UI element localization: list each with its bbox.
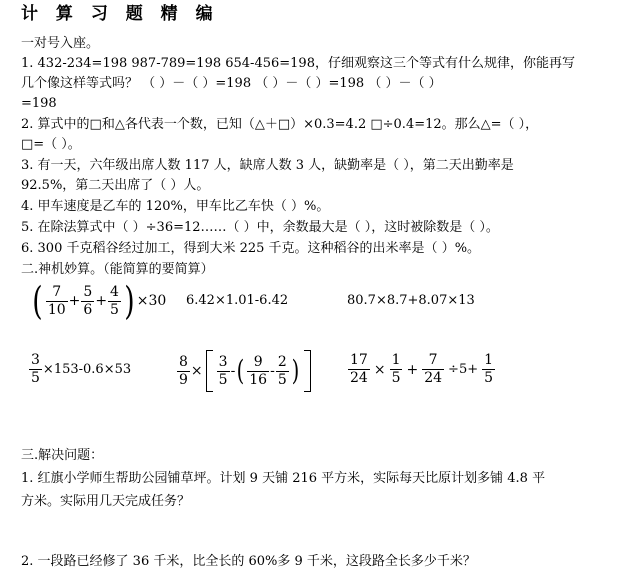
operator: × bbox=[190, 363, 203, 379]
q2-line-2: □=（ ）。 bbox=[21, 137, 81, 152]
problem-1-line-1: 1. 红旗小学师生帮助公园铺草坪。计划 9 天铺 216 平方米，实际每天比原计划多铺 4.8 平 bbox=[21, 471, 546, 486]
expression-5 bbox=[176, 350, 314, 392]
denominator: 24 bbox=[424, 370, 443, 386]
denominator: 10 bbox=[47, 301, 66, 318]
q3-line-1: 3. 有一天，六年级出席人数 117 人，缺席人数 3 人，缺勤率是（ ），第二天出勤率是 bbox=[21, 158, 514, 173]
fraction bbox=[29, 352, 42, 387]
left-bracket bbox=[206, 350, 213, 392]
operator: + bbox=[68, 293, 81, 309]
numerator: 9 bbox=[253, 353, 263, 370]
operator: - bbox=[230, 363, 236, 379]
denominator: 5 bbox=[277, 371, 287, 388]
section-1-heading: 一对号入座。 bbox=[21, 36, 100, 51]
expression-2: 6.42×1.01-6.42 bbox=[186, 293, 289, 308]
fraction bbox=[108, 284, 121, 319]
fraction bbox=[217, 354, 230, 389]
left-paren: ( bbox=[32, 279, 43, 323]
fraction bbox=[348, 352, 370, 387]
q1-line-3: =198 bbox=[21, 96, 57, 111]
problem-1-line-2: 方米。实际用几天完成任务？ bbox=[21, 494, 191, 509]
denominator: 5 bbox=[110, 301, 119, 318]
right-bracket bbox=[304, 350, 311, 392]
expression-tail: ×153-0.6×53 bbox=[42, 362, 132, 377]
expression-6 bbox=[347, 352, 496, 387]
numerator: 1 bbox=[484, 352, 494, 368]
numerator: 4 bbox=[110, 283, 119, 300]
numerator: 7 bbox=[52, 283, 62, 300]
denominator: 5 bbox=[391, 370, 401, 386]
section-2-heading: 二.神机妙算。（能简算的要简算） bbox=[21, 262, 214, 277]
page-title: 计 算 习 题 精 编 bbox=[21, 4, 219, 24]
expression-4 bbox=[28, 352, 131, 387]
right-paren: ) bbox=[124, 279, 135, 323]
problem-2-line: 2. 一段路已经修了 36 千米，比全长的 60%多 9 千米，这段路全长多少千米？ bbox=[21, 554, 476, 569]
operator: × bbox=[373, 361, 386, 378]
operator: - bbox=[270, 363, 275, 379]
q1-line-2: 几个像这样等式吗？ （ ）－（ ）=198 （ ）－（ ）=198 （ ）－（ ） bbox=[21, 76, 442, 91]
numerator: 2 bbox=[277, 353, 287, 370]
denominator: 5 bbox=[484, 370, 494, 386]
denominator: 5 bbox=[31, 370, 40, 386]
fraction bbox=[46, 284, 68, 319]
q5-line: 5. 在除法算式中（ ）÷36=12……（ ）中，余数最大是（ ），这时被除数是（ ）。 bbox=[21, 220, 499, 235]
fraction bbox=[276, 354, 289, 389]
numerator: 5 bbox=[83, 283, 93, 300]
q3-line-2: 92.5%，第二天出席了（ ）人。 bbox=[21, 178, 210, 193]
numerator: 3 bbox=[31, 352, 40, 368]
left-paren: ( bbox=[236, 354, 245, 387]
denominator: 16 bbox=[249, 371, 268, 388]
q2-line-1: 2. 算式中的□和△各代表一个数，已知（△＋□）×0.3=4.2 □÷0.4=12。那么△=（ ）， bbox=[21, 117, 539, 132]
fraction bbox=[247, 354, 269, 389]
numerator: 7 bbox=[428, 352, 438, 368]
operator: ÷5+ bbox=[448, 362, 479, 377]
fraction bbox=[177, 354, 190, 389]
denominator: 9 bbox=[179, 371, 188, 388]
expression-1 bbox=[30, 279, 167, 323]
expression-tail: ×30 bbox=[136, 293, 167, 309]
fraction bbox=[390, 352, 403, 387]
q1-line-1: 1. 432-234=198 987-789=198 654-456=198，仔细观察这三个等式有什么规律，你能再写 bbox=[21, 56, 575, 71]
numerator: 17 bbox=[350, 352, 368, 368]
denominator: 5 bbox=[218, 371, 228, 388]
section-3-heading: 三.解决问题： bbox=[21, 448, 104, 463]
q6-line: 6. 300 千克稻谷经过加工，得到大米 225 千克。这种稻谷的出米率是（ ）%。 bbox=[21, 241, 481, 256]
fraction bbox=[422, 352, 444, 387]
operator: + bbox=[95, 293, 108, 309]
numerator: 3 bbox=[218, 353, 228, 370]
q4-line: 4. 甲车速度是乙车的 120%，甲车比乙车快（ ）%。 bbox=[21, 199, 330, 214]
fraction bbox=[482, 352, 495, 387]
fraction bbox=[81, 284, 94, 319]
denominator: 6 bbox=[83, 301, 93, 318]
denominator: 24 bbox=[350, 370, 368, 386]
expression-3: 80.7×8.7+8.07×13 bbox=[347, 293, 475, 308]
numerator: 8 bbox=[179, 353, 188, 370]
operator: + bbox=[406, 361, 419, 378]
numerator: 1 bbox=[391, 352, 401, 368]
right-paren: ) bbox=[291, 354, 300, 387]
